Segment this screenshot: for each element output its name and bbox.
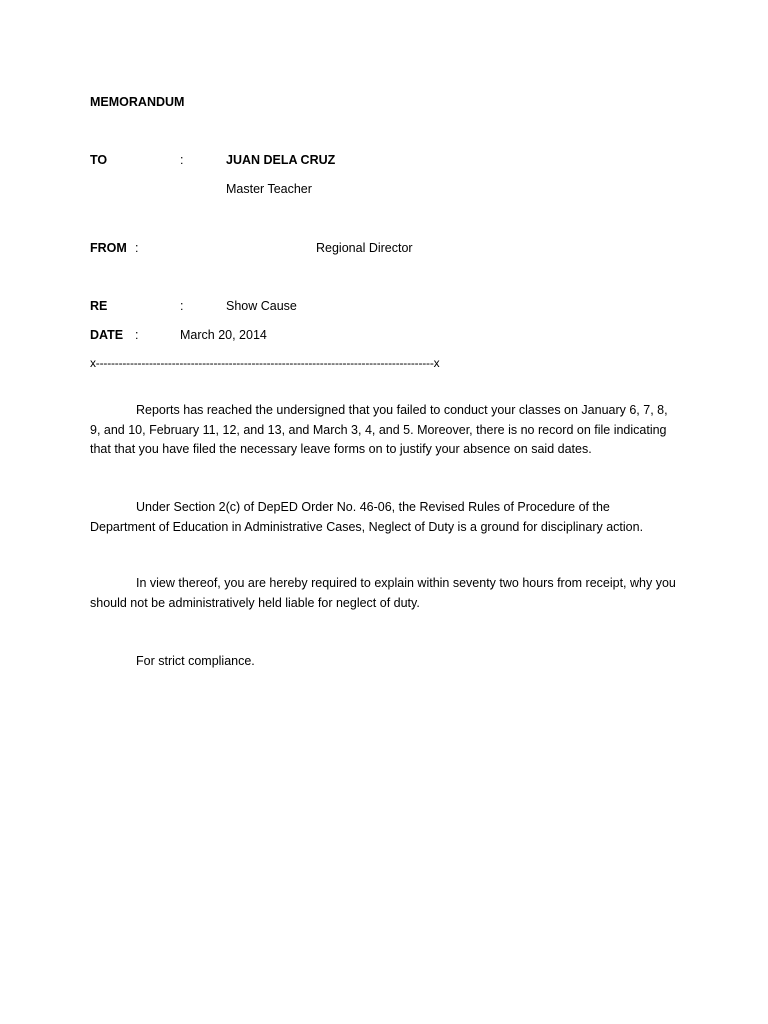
body-paragraph-3: In view thereof, you are hereby required to explain within seventy two hours from receipt, why you should not be administratively held liable for neglect of duty. <box>90 576 676 610</box>
to-colon: : <box>180 153 184 167</box>
from-title: Regional Director <box>316 241 413 255</box>
from-label: FROM <box>90 241 127 255</box>
memo-heading: MEMORANDUM <box>90 95 185 109</box>
body-paragraph-2: Under Section 2(c) of DepED Order No. 46-06, the Revised Rules of Procedure of the Department of Education in Administrative Cases, Neglect of Duty is a ground for disciplinary action. <box>90 500 644 534</box>
date-label: DATE <box>90 328 124 342</box>
memo-divider: x-----------------------------------------------------------------------------------------x <box>90 356 440 370</box>
to-title: Master Teacher <box>226 182 312 196</box>
body-paragraph-4: For strict compliance. <box>136 654 255 668</box>
date-value: March 20, 2014 <box>180 328 267 342</box>
to-name: JUAN DELA CRUZ <box>226 153 336 167</box>
to-label: TO <box>90 153 108 167</box>
re-value: Show Cause <box>226 299 297 313</box>
re-label: RE <box>90 299 108 313</box>
re-colon: : <box>180 299 184 313</box>
date-colon: : <box>135 328 139 342</box>
from-colon: : <box>135 241 139 255</box>
body-paragraph-1: Reports has reached the undersigned that you failed to conduct your classes on January 6, 7, 8, 9, and 10, February 11, 12, and 13, and March 3, 4, and 5. Moreover, there is no record on file indicating that that you have filed the necessary leave forms on to justify your absence on said dates. <box>90 403 668 456</box>
